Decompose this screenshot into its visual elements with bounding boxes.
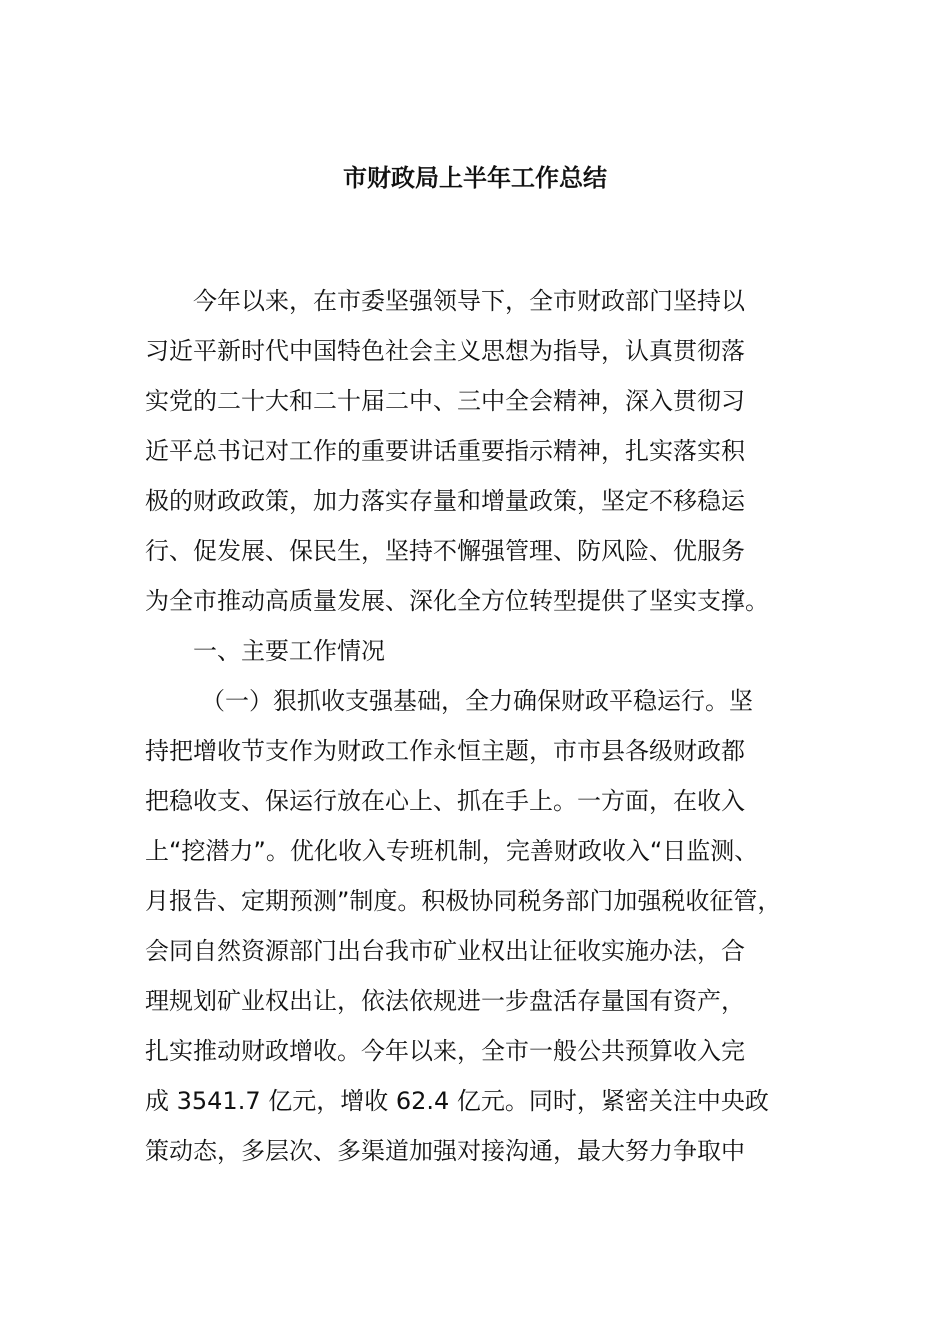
paragraph-line: 为全市推动高质量发展、深化全方位转型提供了坚实支撑。 bbox=[145, 587, 769, 615]
paragraph-line: 把稳收支、保运行放在心上、抓在手上。一方面，在收入 bbox=[145, 787, 745, 815]
paragraph-line: 会同自然资源部门出台我市矿业权出让征收实施办法，合 bbox=[145, 937, 745, 965]
paragraph-line: 今年以来，在市委坚强领导下，全市财政部门坚持以 bbox=[193, 287, 745, 315]
subsection-line: （一）狠抓收支强基础，全力确保财政平稳运行。坚 bbox=[201, 687, 753, 715]
paragraph-line: 上“挖潜力”。优化收入专班机制，完善财政收入“日监测、 bbox=[145, 837, 759, 865]
paragraph-line: 近平总书记对工作的重要讲话重要指示精神，扎实落实积 bbox=[145, 437, 745, 465]
paragraph-line: 成 3541.7 亿元，增收 62.4 亿元。同时，紧密关注中央政 bbox=[145, 1087, 769, 1115]
paragraph-line: 实党的二十大和二十届二中、三中全会精神，深入贯彻习 bbox=[145, 387, 745, 415]
paragraph-line: 策动态，多层次、多渠道加强对接沟通，最大努力争取中 bbox=[145, 1137, 745, 1165]
paragraph-line: 行、促发展、保民生，坚持不懈强管理、防风险、优服务 bbox=[145, 537, 745, 565]
paragraph-line: 理规划矿业权出让，依法依规进一步盘活存量国有资产， bbox=[145, 987, 745, 1015]
document-title: 市财政局上半年工作总结 bbox=[343, 164, 607, 192]
paragraph-line: 极的财政政策，加力落实存量和增量政策，坚定不移稳运 bbox=[145, 487, 745, 515]
paragraph-line: 持把增收节支作为财政工作永恒主题，市市县各级财政都 bbox=[145, 737, 745, 765]
paragraph-line: 扎实推动财政增收。今年以来，全市一般公共预算收入完 bbox=[145, 1037, 745, 1065]
paragraph-line: 习近平新时代中国特色社会主义思想为指导，认真贯彻落 bbox=[145, 337, 745, 365]
paragraph-line: 月报告、定期预测”制度。积极协同税务部门加强税收征管， bbox=[145, 887, 782, 915]
section-heading: 一、主要工作情况 bbox=[193, 637, 385, 665]
document-body bbox=[145, 276, 835, 1176]
